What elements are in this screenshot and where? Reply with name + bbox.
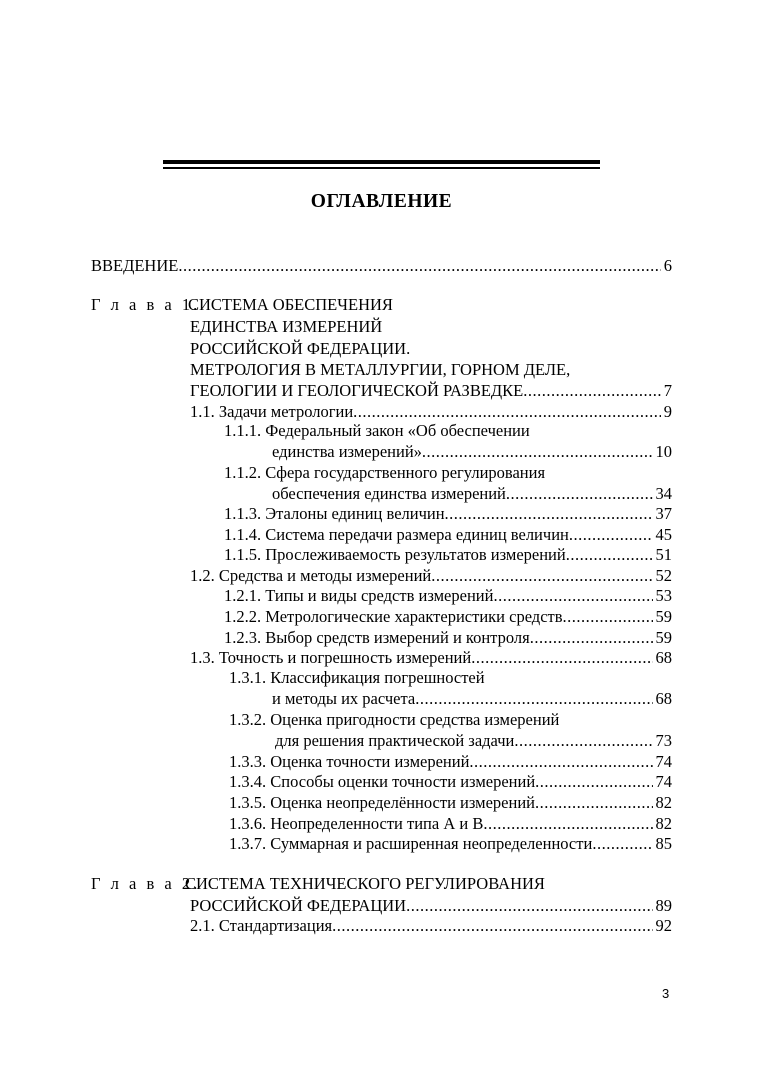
toc-entry-1-1-5[interactable]: 1.1.5. Прослеживаемость результатов измерений ..... 51 (224, 544, 672, 566)
toc-entry-1-2-2[interactable]: 1.2.2. Метрологические характеристики средств ..... 59 (224, 606, 672, 628)
chapter-1-label: Г л а в а 1. (91, 295, 201, 314)
page-ref: 68 (655, 689, 672, 708)
page-ref: 52 (655, 566, 672, 585)
page-ref: 92 (655, 916, 672, 935)
chapter-1-title-line: СИСТЕМА ОБЕСПЕЧЕНИЯ (188, 295, 393, 314)
chapter-1-title-line: РОССИЙСКОЙ ФЕДЕРАЦИИ. (190, 339, 411, 358)
toc-entry-1-1-1-line: 1.1.1. Федеральный закон «Об обеспечении (224, 421, 530, 440)
chapter-2-label: Г л а в а 2. (91, 874, 201, 893)
toc-entry-1-3-3[interactable]: 1.3.3. Оценка точности измерений ..... 74 (229, 751, 672, 773)
chapter-1-title-line: ЕДИНСТВА ИЗМЕРЕНИЙ (190, 317, 383, 336)
page-ref: 7 (663, 381, 672, 400)
toc-entry-1-3-1[interactable]: и методы их расчета ..... 68 (272, 688, 672, 710)
page-ref: 45 (655, 525, 672, 544)
chapter-1-title-line: МЕТРОЛОГИЯ В МЕТАЛЛУРГИИ, ГОРНОМ ДЕЛЕ, (190, 360, 571, 379)
toc-entry-1-1[interactable]: 1.1. Задачи метрологии ..... 9 (190, 401, 672, 423)
page-ref: 6 (663, 256, 672, 275)
toc-entry-1-3-4[interactable]: 1.3.4. Способы оценки точности измерений ..... 74 (229, 771, 672, 793)
page-ref: 89 (655, 896, 672, 915)
toc-entry-1-3-5[interactable]: 1.3.5. Оценка неопределённости измерений ..... 82 (229, 792, 672, 814)
toc-entry-1-3-2[interactable]: для решения практической задачи ..... 73 (275, 730, 672, 752)
toc-entry-chapter-1[interactable]: ГЕОЛОГИИ И ГЕОЛОГИЧЕСКОЙ РАЗВЕДКЕ ..... 7 (190, 380, 672, 402)
toc-entry-1-1-2-line: 1.1.2. Сфера государственного регулирования (224, 463, 546, 482)
toc-entry-1-2-3[interactable]: 1.2.3. Выбор средств измерений и контроля ..... 59 (224, 627, 672, 649)
toc-entry-chapter-2[interactable]: РОССИЙСКОЙ ФЕДЕРАЦИИ ..... 89 (190, 895, 672, 917)
toc-entry-intro[interactable]: ВВЕДЕНИЕ ..... 6 (91, 255, 672, 277)
page-ref: 10 (655, 442, 672, 461)
toc-entry-1-3[interactable]: 1.3. Точность и погрешность измерений ..... 68 (190, 647, 672, 669)
chapter-2-title-line: СИСТЕМА ТЕХНИЧЕСКОГО РЕГУЛИРОВАНИЯ (185, 874, 545, 893)
page-title: ОГЛАВЛЕНИЕ (310, 191, 453, 212)
toc-entry-1-2-1[interactable]: 1.2.1. Типы и виды средств измерений ..... 53 (224, 585, 672, 607)
toc-entry-1-1-1[interactable]: единства измерений» ..... 10 (272, 441, 672, 463)
page-ref: 74 (655, 752, 672, 771)
toc-entry-1-1-2[interactable]: обеспечения единства измерений ..... 34 (272, 483, 672, 505)
page-ref: 59 (655, 607, 672, 626)
page-ref: 73 (655, 731, 672, 750)
page-number: 3 (662, 986, 670, 1001)
page-ref: 34 (655, 484, 672, 503)
page-ref: 82 (655, 793, 672, 812)
toc-entry-1-3-7[interactable]: 1.3.7. Суммарная и расширенная неопределенности ..... 85 (229, 833, 672, 855)
toc-entry-1-2[interactable]: 1.2. Средства и методы измерений ..... 52 (190, 565, 672, 587)
page-ref: 82 (655, 814, 672, 833)
page-ref: 68 (655, 648, 672, 667)
page-ref: 37 (655, 504, 672, 523)
toc-entry-1-3-2-line: 1.3.2. Оценка пригодности средства измерений (229, 710, 560, 729)
page-ref: 74 (655, 772, 672, 791)
page-ref: 9 (663, 402, 672, 421)
toc-entry-1-3-6[interactable]: 1.3.6. Неопределенности типа А и В ..... 82 (229, 813, 672, 835)
toc-entry-1-1-4[interactable]: 1.1.4. Система передачи размера единиц величин ..... 45 (224, 524, 672, 546)
page-ref: 59 (655, 628, 672, 647)
toc-entry-1-1-3[interactable]: 1.1.3. Эталоны единиц величин ..... 37 (224, 503, 672, 525)
page-ref: 53 (655, 586, 672, 605)
page-ref: 51 (655, 545, 672, 564)
toc-entry-2-1[interactable]: 2.1. Стандартизация ..... 92 (190, 915, 672, 937)
page-ref: 85 (655, 834, 672, 853)
toc-entry-1-3-1-line: 1.3.1. Классификация погрешностей (229, 668, 485, 687)
